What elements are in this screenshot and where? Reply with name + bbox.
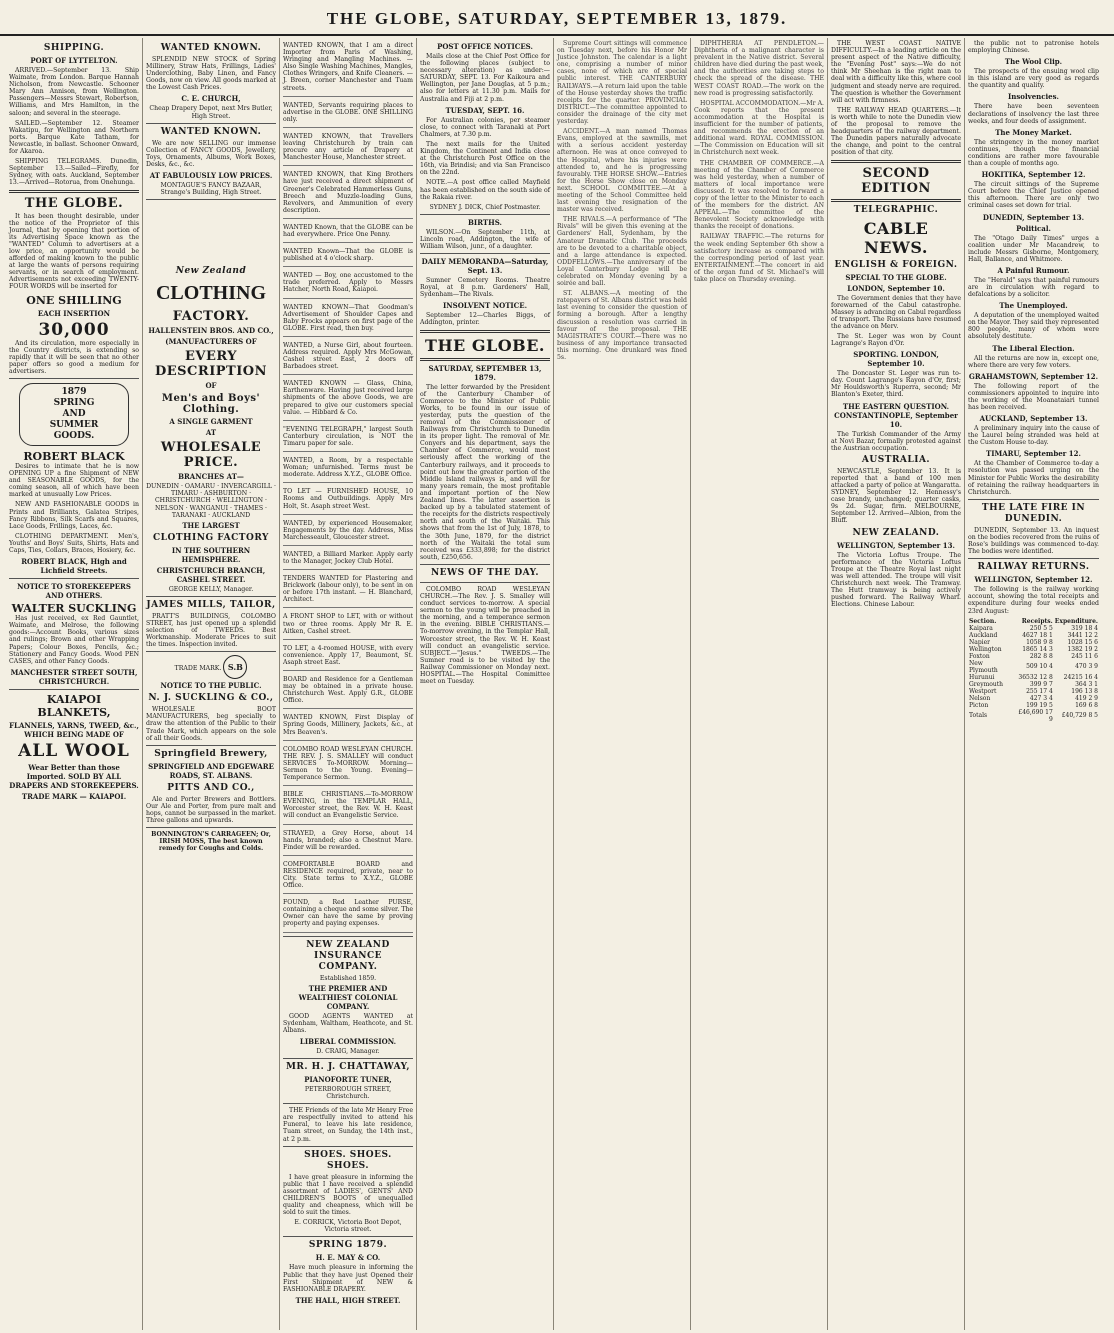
- dateline: SATURDAY, SEPTEMBER 13, 1879.: [428, 363, 542, 382]
- table-row: [968, 688, 1099, 695]
- classified-ad: WANTED KNOWN, that King Brothers have just received a direct shipment of Greener's Celebrated Hammerless Guns, Breech and Muzzle-loading Guns, Revolvers, and Ammunition of every description.: [283, 169, 413, 219]
- table-cell: 3441 12 2: [1067, 631, 1098, 639]
- table-header-row: [968, 618, 1099, 625]
- notice-public: NOTICE TO THE PUBLIC.: [160, 681, 262, 691]
- divider: [420, 358, 550, 361]
- rumour-heading: A Painful Rumour.: [997, 265, 1070, 275]
- classified-ad: WANTED KNOWN, that Travellers leaving Christchurch by train can procure any article of Drapery at Manchester House, Manchester street.: [283, 131, 413, 166]
- divider: [9, 689, 139, 690]
- clothing: CLOTHING: [155, 282, 267, 305]
- table-cell: Wellington: [969, 645, 1002, 653]
- brewery: Springfield Brewery,: [154, 748, 268, 759]
- classified-ad: WANTED KNOWN, First Display of Spring Goods, Millinery, Jackets, &c., at Mrs Beaven's.: [283, 712, 413, 740]
- table-cell: Greymouth: [969, 680, 1004, 688]
- classified-ad: TENDERS WANTED for Plastering and Brickwork (labour only), to be sent in on or before 17th instant. — H. Blanchard, Architect.: [283, 573, 413, 608]
- column-6: [691, 38, 828, 1330]
- classified-ad: FOUND, a Red Leather PURSE, containing a cheque and some silver. The Owner can have the same by proving property and paying expenses.: [283, 897, 413, 932]
- classified-ad: WANTED KNOWN—That Goodman's Advertisement of Shoulder Capes and Baby Frocks appears on first page of the GLOBE. First read, then buy.: [283, 302, 413, 337]
- railway-table: [968, 618, 1099, 723]
- rumour-text: The "Herald" says that painful rumours are in circulation with regard to defalcations by a solicitor.: [968, 276, 1099, 299]
- dunedin-dateline: DUNEDIN, September 13.: [982, 212, 1085, 222]
- divider: [831, 160, 961, 163]
- suckling-text: Has just received, ex Red Gauntlet, Waimate, and Melrose, the following goods:—Account Books, various sizes and rulings; Brown and other Wrapping Papers; Colour Boxes, Pencils, &c.; Stationery and Fancy Goods. Wood PEN CASES, and other Fancy Goods.: [9, 615, 139, 665]
- divider: [146, 745, 276, 746]
- masthead: [0, 0, 1114, 36]
- divider: [420, 582, 550, 583]
- divider: [283, 936, 413, 937]
- insurance-heading: NEW ZEALAND INSURANCE COMPANY.: [306, 939, 390, 972]
- divider: [146, 651, 276, 652]
- table-body: [968, 625, 1099, 723]
- news-paragraph: Supreme Court sittings will commence on Tuesday next, before his Honor Mr Justice Johnston. The calendar is a light one, comprising a number of minor cases, none of which are of special public interest. THE CANTERBURY RAILWAYS.—A return laid upon the table of the House yesterday shows the traffic receipts for the quarter. PROVINCIAL DISTRICT.—The committee appointed to consider the drainage of the city met yesterday.: [557, 40, 687, 126]
- table-row: [968, 639, 1099, 646]
- divider: [283, 1058, 413, 1059]
- shipping-telegrams: SHIPPING TELEGRAMS. Dunedin, September 13.—Sailed—Firefly, for Sydney, with oats. Auckland, September 13.—Arrived—Rotorua, from Onehunga.: [9, 158, 139, 187]
- table-cell: 399 9 7: [1029, 680, 1053, 688]
- table-row: [968, 632, 1099, 639]
- hokitika-text: The circuit sittings of the Supreme Court before the Chief Justice opened this afternoon. There are only two criminal cases set down for trial.: [968, 181, 1099, 210]
- births-text: WILSON.—On September 11th, at Lincoln road, Addington, the wife of William Wilson, junr., of a daughter.: [420, 228, 550, 250]
- mail-text: The next mails for the United Kingdom, the Continent and India close at the Christchurch Post Office on the 16th, via Brindisi; and via San Francisco on the 22nd.: [420, 140, 550, 177]
- table-row: [968, 695, 1099, 702]
- port-heading: PORT OF LYTTELTON.: [30, 56, 118, 65]
- pitts-text: Ale and Porter Brewers and Bottlers. Our Ale and Porter, from pure malt and hops, cannot be surpassed in the market. Three gallons and upwards.: [146, 795, 276, 824]
- auckland-dateline: AUCKLAND, September 13.: [979, 414, 1088, 424]
- news-paragraph: THE WEST COAST NATIVE DIFFICULTY.—In a leading article on the present aspect of the Native difficulty, the "Evening Post" says:—We do not think Mr Sheehan is the right man to deal with a difficulty like this, where cool judgment and steady nerve are required. The question is whether the Government will act with firmness.: [831, 40, 961, 104]
- wool-text: The prospects of the ensuing wool clip in this island are very good as regards the quantity and quality.: [968, 68, 1099, 90]
- brewery-text: SPRINGFIELD AND EDGEWARE ROADS, ST. ALBANS.: [148, 761, 274, 780]
- table-cell: New Plymouth: [969, 659, 998, 674]
- political-heading: Political.: [1016, 223, 1051, 233]
- trade-mark-row: [146, 655, 276, 679]
- table-cell: Westport: [969, 687, 997, 695]
- column-7: [828, 38, 965, 1330]
- james-mills: JAMES MILLS, TAILOR,: [146, 599, 276, 610]
- column-2: [143, 38, 280, 1330]
- table-cell: 255 17 4: [1026, 687, 1053, 695]
- news-text: COLOMBO ROAD WESLEYAN CHURCH.—The Rev. J. S. Smalley will conduct services to-morrow. A special sermon to the young will be preached in the morning, and a temperance sermon in the evening. BIBLE CHRISTIANS.—To-morrow evening, in the Templar Hall, Worcester street, the Rev. W. H. Keast will conduct an evangelistic service. SUBJECT.—"Jesus." TWEEDS.—The Sumner road is to be visited by the Railway Commissioner on Monday next. HOSPITAL.—The Hospital Committee meet on Tuesday.: [420, 585, 550, 686]
- sailed-text: SAILED.—September 12. Steamer Wakatipu, for Wellington and Northern ports. Barque Kate Tatham, for Newcastle, in ballast. Schooner Onward, for Akaroa.: [9, 119, 139, 156]
- news-paragraph: ST. ALBANS.—A meeting of the ratepayers of St. Albans district was held last evening to consider the question of forming a borough. After a lengthy discussion a resolution was carried in favour of the proposal. THE MAGISTRATE'S COURT.—There was no business of any importance transacted this morning. One drunkard was fined 5s.: [557, 290, 687, 362]
- eastern-heading: THE EASTERN QUESTION. CONSTANTINOPLE, September 10.: [834, 401, 958, 429]
- divider: [9, 578, 139, 579]
- liberal: LIBERAL COMMISSION.: [299, 1036, 397, 1046]
- mens-boys: Men's and Boys' Clothing.: [161, 393, 261, 416]
- classified-ad: COMFORTABLE BOARD and RESIDENCE required, private, near to City. State terms to X.Y.Z., GLOBE Office.: [283, 859, 413, 894]
- insolvent-heading: INSOLVENT NOTICE.: [442, 301, 528, 311]
- classified-ad: BOARD and Residence for a Gentleman may be obtained in a private house. Christchurch West. Apply G.R., GLOBE Office.: [283, 674, 413, 709]
- pitts: PITTS AND CO.,: [167, 782, 255, 793]
- shipping-heading: SHIPPING.: [43, 43, 105, 53]
- cable-text: The Turkish Commander of the Army at Novi Bazar, formally protested against the Austrian occupation.: [831, 430, 961, 452]
- shoes-signature: E. CORRICK, Victoria Boot Depot, Victoria street.: [294, 1219, 402, 1234]
- manufacturers: (MANUFACTURERS OF: [165, 337, 257, 347]
- insolvencies-text: There have been seventeen declarations of insolvency the last three weeks, and four deeds of assignment.: [968, 103, 1099, 125]
- table-row: [968, 646, 1099, 653]
- election-heading: The Liberal Election.: [992, 343, 1075, 353]
- shoes-text: I have great pleasure in informing the public that I have received a splendid assortment of LADIES', GENTS' AND CHILDREN'S BOOTS of unequalled quality and cheapness, which will be sold to suit the times.: [283, 1173, 413, 1217]
- table-header-cell: Expenditure.: [1054, 617, 1098, 625]
- table-cell: 24215 16 4: [1063, 673, 1098, 681]
- auckland-text: A preliminary inquiry into the cause of the Laurel being stranded was held at the Custom House to-day.: [968, 425, 1099, 447]
- table-header-cell: Receipts.: [1021, 617, 1053, 625]
- every-description: EVERY DESCRIPTION: [154, 349, 268, 380]
- second-edition: SECOND EDITION: [861, 165, 931, 196]
- table-row: [968, 709, 1099, 723]
- table-cell: £46,690 17 9: [1018, 708, 1053, 723]
- table-cell: Kaipara: [969, 624, 993, 632]
- church-name: C. E. CHURCH,: [181, 94, 241, 104]
- table-cell: 1865 14 3: [1022, 645, 1053, 653]
- columns: [6, 38, 1108, 1330]
- classified-ad: TO LET, a 4-roomed HOUSE, with every convenience. Apply 17, Beaumont, St. Asaph street East.: [283, 643, 413, 671]
- table-cell: 319 18 4: [1071, 624, 1098, 632]
- wanted2-heading: WANTED KNOWN.: [160, 126, 262, 137]
- bazaar: MONTAGUE'S FANCY BAZAAR, Strange's Building, High Street.: [160, 182, 262, 197]
- nz-line: New Zealand: [175, 266, 247, 277]
- wanted-heading: WANTED KNOWN.: [160, 43, 262, 53]
- news-paragraph: THE RAILWAY HEAD QUARTERS.—It is worth while to note the Dunedin view of the proposal to remove the headquarters of the railway department. The Dunedin papers naturally advocate the change, and point to the central position of that city.: [831, 106, 961, 157]
- classified-ad: WANTED, a Room, by a respectable Woman; unfurnished. Terms must be moderate. Address X.Y.Z., GLOBE Office.: [283, 455, 413, 483]
- table-cell: Napier: [969, 638, 991, 646]
- table-cell: Picton: [969, 701, 989, 709]
- wanted-text: SPLENDID NEW STOCK of Spring Millinery, Straw Hats, Frillings, Ladies' Underclothing, Baby Linen, and Fancy Goods, now on view. All goods marked at the Lowest Cash Prices.: [146, 56, 276, 92]
- table-row: [968, 674, 1099, 681]
- divider: [831, 199, 961, 202]
- spring-year: 1879: [61, 387, 87, 397]
- railway-text: The following is the railway working account, showing the total receipts and expenditure during four weeks ended 23rd August:: [968, 586, 1099, 615]
- port-text: ARRIVED.—September 13. Ship Waimate, from London. Barque Hannah Nicholson, from Newcastle. Schooner Mary Ann Annison, from Wellington. Passengers—Messrs Stewart, Robertson, Williams, and Mrs Hamilton, in the saloon; and several in the steerage.: [9, 67, 139, 117]
- single-garment: A SINGLE GARMENT: [169, 417, 253, 427]
- insolvent-text: September 12—Charles Biggs, of Addington, printer.: [420, 312, 550, 327]
- classified-ad: COLOMBO ROAD WESLEYAN CHURCH. THE REV. J. S. SMALLEY will conduct SERVICES To-MORROW. Morning—Sermon to the Young. Evening—Temperance Sermon.: [283, 744, 413, 786]
- table-cell: 4627 18 1: [1022, 631, 1053, 639]
- table-cell: 282 8 8: [1029, 652, 1053, 660]
- news-paragraph: ACCIDENT.—A man named Thomas Evans, employed at the sawmills, met with a serious accident yesterday afternoon. He was at once conveyed to the Hospital, where his injuries were attended to, and he is progressing favourably. THE HORSE SHOW.—Entries for the Horse Show close on Monday next. SCHOOL COMMITTEE.—At a meeting of the School Committee held last evening the resignation of the master was received.: [557, 128, 687, 214]
- leader-text: The letter forwarded by the President of the Canterbury Chamber of Commerce to the Minister of Public Works, to be found in our issue of yesterday, puts the question of the removal of the Commissioner of Railways from Christchurch to Dunedin in its proper light. The removal of Mr. Conyers and his department, says the Chamber of Commerce, would most seriously affect the working of the Canterbury railways, and it proceeds to point out how the greater portion of the Middle Island railways is, and will for many years remain, the most profitable and important portion of the New Zealand lines. The latter assertion is backed up by a tabulated statement of the receipts for the districts respectively north and south of the Waitaki. This shows that from the 1st of July, 1878, to the 30th June, 1879, for the district north of the Waitaki the total sum received was £333,898; for the district south, £250,656.: [420, 383, 550, 561]
- memo-heading: DAILY MEMORANDA—Saturday, Sept. 13.: [421, 257, 549, 276]
- established: Established 1859.: [319, 974, 377, 982]
- table-cell: 199 19 5: [1026, 701, 1053, 709]
- chattaway-address: PETERBOROUGH STREET, Christchurch.: [304, 1086, 392, 1101]
- classified-ad: A FRONT SHOP to LET, with or without two or three rooms. Apply Mr R. E. Aitken, Cashel street.: [283, 611, 413, 639]
- table-cell: 364 3 1: [1075, 680, 1098, 688]
- spring-1879: SPRING 1879.: [308, 1240, 388, 1251]
- divider: [146, 827, 276, 828]
- table-cell: Auckland: [969, 631, 998, 639]
- news-paragraph: the public not to patronise hotels employing Chinese.: [968, 40, 1099, 55]
- hokitika-dateline: HOKITIKA, September 12.: [981, 170, 1086, 180]
- table-cell: 169 6 8: [1075, 701, 1098, 709]
- column-5: [554, 38, 691, 1330]
- robert-black-address: ROBERT BLACK, High and Lichfield Streets.: [21, 557, 127, 576]
- divider: [968, 499, 1099, 500]
- largest: THE LARGEST: [182, 520, 240, 530]
- branch-towns: DUNEDIN · OAMARU · INVERCARGILL · TIMARU · ASHBURTON · CHRISTCHURCH · WELLINGTON · NELSON · WANGANUI · THAMES · TARANAKI · AUCKLAND: [146, 483, 276, 519]
- table-cell: 419 2 9: [1075, 694, 1098, 702]
- election-text: All the returns are now in, except one, where there are very few voters.: [968, 354, 1099, 369]
- unemployed-heading: The Unemployed.: [999, 301, 1068, 311]
- column-1: [6, 38, 143, 1330]
- insolvencies-heading: Insolvencies.: [1008, 92, 1059, 102]
- divider: [420, 564, 550, 565]
- sb-trade-mark-icon: S.B: [223, 655, 247, 679]
- unemployed-text: A deputation of the unemployed waited on the Mayor. They said they represented 800 people, many of whom were absolutely destitute.: [968, 312, 1099, 341]
- births-heading: BIRTHS.: [468, 217, 502, 227]
- manager: GEORGE KELLY, Manager.: [168, 585, 254, 593]
- bonnington: BONNINGTON'S CARRAGEEN; Or, IRISH MOSS, The best known remedy for Coughs and Colds.: [151, 831, 271, 853]
- each-insertion: EACH INSERTION: [37, 308, 111, 318]
- chattaway-heading: MR. H. J. CHATTAWAY,: [285, 1062, 411, 1072]
- tuesday-text: For Australian colonies, per steamer close, to connect with Taranaki at Port Chalmers, at 7.30 p.m.: [420, 116, 550, 138]
- wholesale-price: WHOLESALE PRICE.: [160, 440, 262, 471]
- divider: [146, 596, 276, 597]
- kaiapoi-text: FLANNELS, YARNS, TWEED, &c., WHICH BEING MADE OF: [9, 720, 139, 739]
- branches: BRANCHES AT—: [178, 472, 244, 482]
- classified-ad: WANTED KNOWN — Glass, China, Earthenware. Having just received large shipments of the above Goods, we are prepared to give our customers special value. — Hibbard & Co.: [283, 378, 413, 420]
- classified-ad: WANTED, by experienced Housemaker, Engagements by the day. Address, Miss Marchesseault, Gloucester street.: [283, 518, 413, 546]
- table-cell: Hurunui: [969, 673, 995, 681]
- timaru-text: At the Chamber of Commerce to-day a resolution was passed urging on the Minister for Public Works the desirability of retaining the railway headquarters in Christchurch.: [968, 460, 1099, 496]
- classified-list: [283, 40, 413, 933]
- news-paragraph: THE CHAMBER OF COMMERCE.—A meeting of the Chamber of Commerce was held yesterday, when a number of matters of local importance were discussed. It was resolved to forward a copy of the letter to the Minister to each of the members for the district. AN APPEAL.—The committee of the Benevolent Society acknowledge with thanks the receipt of donations.: [694, 159, 824, 231]
- table-cell: 470 3 9: [1075, 663, 1098, 671]
- circulation-number: 30,000: [38, 319, 110, 340]
- money-text: NOTE.—A post office called Mayfield has been established on the south side of the Rakaia river.: [420, 179, 550, 201]
- australia-text: NEWCASTLE, September 13. It is reported that a band of 100 men attacked a party of police at Wangaratta. SYDNEY, September 12. Hennessy's case brandy, unchanged; quarter casks, 9s 2d. Sugar, firm. MELBOURNE, September 12. Arrived—Albion, from the Bluff.: [831, 467, 961, 525]
- classified-ad: WANTED, a Billiard Marker. Apply early to the Manager, Jockey Club Hotel.: [283, 549, 413, 570]
- divider: [420, 330, 550, 333]
- funeral-notice: THE Friends of the late Mr Henry Free are respectfully invited to attend his Funeral, to leave his late residence, Tuam street, on Sunday, the 14th inst., at 2 p.m.: [283, 1107, 413, 1143]
- may-heading: H. E. MAY & CO.: [315, 1253, 381, 1263]
- table-cell: Nelson: [969, 694, 991, 702]
- news-paragraph: RAILWAY TRAFFIC.—The returns for the week ending September 6th show a satisfactory increase as compared with the corresponding period of last year. ENTERTAINMENT.—The concert in aid of the organ fund of St. Michael's will take place on Thursday evening.: [694, 233, 824, 283]
- circulation-text: And its circulation, more especially in the Country districts, is extending so rapidly that it will be seen that no other paper offers so good a medium for advertisers.: [9, 339, 139, 375]
- trade-mark-label: TRADE MARK.: [174, 665, 222, 673]
- special: SPECIAL TO THE GLOBE.: [845, 272, 947, 282]
- at: AT: [205, 428, 217, 438]
- memo-text: Sumner Cemetery Rooms. Theatre Royal, at 8 p.m. Gardeners' Hall, Sydenham—The Rivals.: [420, 277, 550, 299]
- suckling-footer: MANCHESTER STREET SOUTH, CHRISTCHURCH.: [10, 667, 138, 686]
- notice-heading: NOTICE TO STOREKEEPERS AND OTHERS.: [17, 582, 131, 601]
- divider: [146, 123, 276, 124]
- globe-notice: It has been thought desirable, under the notice of the Proprietor of this Journal, that by opening that portion of its Advertising Space known as the "WANTED" Column to advertisers at a low price, an opportunity would be afforded of making known to the public at large the wants of persons requiring servants, or in search of employment. Advertisements not exceeding TWENTY-FOUR WORDS will be inserted for: [9, 212, 139, 291]
- table-cell: 196 13 8: [1071, 687, 1098, 695]
- railway-heading: RAILWAY RETURNS.: [977, 562, 1090, 573]
- premier-heading: THE PREMIER AND WEALTHIEST COLONIAL COMPANY.: [298, 983, 398, 1011]
- southern: IN THE SOUTHERN HEMISPHERE.: [171, 545, 251, 564]
- insurance-manager: D. CRAIG, Manager.: [316, 1047, 380, 1055]
- fire-heading: THE LATE FIRE IN DUNEDIN.: [981, 502, 1086, 524]
- james-mills-text: PRATT'S BUILDINGS, COLOMBO STREET, has just opened up a splendid selection of TWEEDS. Best Workmanship. Moderate Prices to suit the times. Inspection invited.: [146, 612, 276, 649]
- nz-subheading: WELLINGTON, September 13.: [837, 540, 955, 550]
- post-heading: POST OFFICE NOTICES.: [437, 42, 533, 51]
- divider: [9, 378, 139, 379]
- clothing-factory: CLOTHING FACTORY: [153, 532, 269, 543]
- divider: [968, 558, 1099, 559]
- classified-ad: BIBLE CHRISTIANS.—To-MORROW EVENING, in the TEMPLAR HALL, Worcester street, the Rev. W. H. Keast will conduct an Evangelistic Service.: [283, 789, 413, 824]
- divider: [9, 190, 139, 193]
- masthead-title: THE GLOBE, SATURDAY, SEPTEMBER 13, 1879.: [326, 9, 788, 28]
- cable-text: The Government denies that they have forewarned of the Cabul catastrophe. Massey is advancing on Cabul regardless of transport. The Russians have resumed the advance on Merv.: [831, 294, 961, 330]
- divider: [420, 214, 550, 215]
- railway-subheading: WELLINGTON, September 12.: [974, 575, 1093, 585]
- globe-title: THE GLOBE.: [425, 335, 545, 355]
- australia-heading: AUSTRALIA.: [861, 454, 931, 465]
- table-row: [968, 681, 1099, 688]
- news-heading: NEWS OF THE DAY.: [430, 567, 540, 578]
- grahamstown-text: The following report of the commissioners appointed to inquire into the working of the Moanataiari tunnel has been received.: [968, 382, 1099, 411]
- telegraphic: TELEGRAPHIC.: [853, 204, 939, 215]
- column-3: [280, 38, 417, 1330]
- money-text: The stringency in the money market continues, though the financial conditions are rather more favourable than a couple of months ago.: [968, 138, 1099, 168]
- kaiapoi-heading: KAIAPOI BLANKETS,: [37, 692, 111, 719]
- hallenstein: HALLENSTEIN BROS. AND CO.,: [148, 326, 274, 336]
- nz-heading: NEW ZEALAND.: [852, 527, 940, 538]
- divider: [283, 1146, 413, 1147]
- spacer: [146, 203, 276, 263]
- globe-heading: THE GLOBE.: [24, 195, 124, 211]
- classified-ad: WANTED, a Nurse Girl, about fourteen. Address required. Apply Mrs McGowan, Cashel street East, 2 doors off Barbadoes street.: [283, 340, 413, 375]
- postmaster-signature: SYDNEY J. DICK, Chief Postmaster.: [429, 203, 541, 211]
- table-cell: 36532 12 8: [1018, 673, 1053, 681]
- political-text: The "Otago Daily Times" urges a coalition under Mr Macandrew, to include Messrs Gisborne, Montgomery, Hall, Ballance, and Whitmore.: [968, 234, 1099, 263]
- fire-text: DUNEDIN, September 13. An inquest on the bodies recovered from the ruins of Rose's buildings was commenced to-day. The bodies were identified.: [968, 526, 1099, 556]
- column-8: [965, 38, 1102, 1330]
- column-4: [417, 38, 554, 1330]
- suckling-heading: WALTER SUCKLING: [11, 602, 137, 616]
- kaiapoi-trade-mark: TRADE MARK — KAIAPOI.: [21, 791, 127, 801]
- money-heading: The Money Market.: [995, 127, 1072, 137]
- spring-line1: SPRING: [53, 398, 95, 408]
- tuesday-heading: TUESDAY, SEPT. 16.: [445, 105, 525, 115]
- table-header-cell: Section.: [969, 617, 997, 625]
- post-text: Mails close at the Chief Post Office for the following places (subject to necessary alteration) as under:— SATURDAY, SEPT. 13. For Kaikoura and Wellington, per Jane Douglas, at 5 p.m.; also for letters at 11.30 p.m. Mails for Australia and Fiji at 2 p.m.: [420, 53, 550, 103]
- premier-text: GOOD AGENTS WANTED at Sydenham, Waltham, Heathcote, and St. Albans.: [283, 1012, 413, 1034]
- kaiapoi-footer: Wear Better than those Imported. SOLD BY ALL DRAPERS AND STOREKEEPERS.: [9, 762, 139, 790]
- divider: [420, 253, 550, 254]
- timaru-dateline: TIMARU, September 12.: [986, 449, 1081, 459]
- divider: [283, 1103, 413, 1104]
- divider: [283, 1236, 413, 1237]
- of: OF: [205, 381, 217, 391]
- cable-text: The Doncaster St. Leger was run to-day. Count Lagrange's Rayon d'Or, first; Mr Houldsworth's Ruperra, second; Mr Blanton's Exeter, third.: [831, 370, 961, 399]
- classified-ad: WANTED KNOWN, that I am a direct Importer from Paris of Washing, Wringing and Mangling Machines. — Also Single Washing Machines, Mangles, Clothes Wringers, and Knife Cleaners. — J. Breen, corner Manchester and Tuam streets.: [283, 40, 413, 97]
- wanted2-text: We are now SELLING our immense Collection of FANCY GOODS, Jewellery, Toys, Ornaments, Albums, Work Boxes, Desks, &c., &c.: [146, 139, 276, 168]
- table-row: [968, 653, 1099, 660]
- classified-ad: STRAYED, a Grey Horse, about 14 hands, branded; also a Chestnut Mare. Finder will be rewarded.: [283, 828, 413, 856]
- cable-text: The St. Leger was won by Count Lagrange's Rayon d'Or.: [831, 332, 961, 348]
- hall: THE HALL, HIGH STREET.: [295, 1295, 401, 1305]
- table-cell: 1058 9 8: [1026, 638, 1053, 646]
- classified-ad: WANTED, Servants requiring places to advertise in the GLOBE. ONE SHILLING only.: [283, 100, 413, 128]
- spring-summer-badge: [19, 383, 129, 446]
- robert-black-text: Desires to intimate that he is now OPENING UP a fine Shipment of NEW and SEASONABLE GOODS, for the coming season, all of which have been marked at unusually Low Prices.: [9, 463, 139, 499]
- grahamstown-dateline: GRAHAMSTOWN, September 12.: [968, 371, 1099, 381]
- english-foreign: ENGLISH & FOREIGN.: [834, 259, 958, 270]
- branch-address: CHRISTCHURCH BRANCH, CASHEL STREET.: [156, 565, 266, 584]
- robert-black-list: NEW AND FASHIONABLE GOODS in Prints and Brilliants, Galatea Stripes, Fancy Ribbons, Silk Scarfs and Squares, Lace Goods, Frillings, Laces, &c.: [9, 501, 139, 530]
- classified-ad: TO LET — FURNISHED HOUSE, 10 Rooms and Outbuildings. Apply Mrs Holt, St. Asaph street West.: [283, 486, 413, 514]
- table-cell: 250 5 5: [1029, 624, 1053, 632]
- table-cell: 1382 19 2: [1067, 645, 1098, 653]
- suckling-co-text: WHOLESALE BOOT MANUFACTURERS, beg specially to draw the attention of the Public to their Trade Mark, which appears on the sole of all their Goods.: [146, 706, 276, 742]
- news-paragraph: THE RIVALS.—A performance of "The Rivals" will be given this evening at the Gardeners' Hall, Sydenham, by the Amateur Dramatic Club. The proceeds are to be devoted to a charitable object, and a large attendance is expected. ODDFELLOWS.—The anniversary of the Loyal Canterbury Lodge will be celebrated on Monday evening by a soirée and ball.: [557, 216, 687, 288]
- classified-ad: WANTED — Boy, one accustomed to the trade preferred. Apply to Messrs Hatcher, North Road, Kaiapoi.: [283, 270, 413, 298]
- wool-heading: The Wool Clip.: [1004, 57, 1063, 67]
- classified-ad: "EVENING TELEGRAPH," largest South Canterbury circulation, is NOT the Timaru paper for sale.: [283, 424, 413, 452]
- table-cell: Foxton: [969, 652, 990, 660]
- table-row: [968, 702, 1099, 709]
- robert-black-heading: ROBERT BLACK: [23, 450, 125, 463]
- church-text: Cheap Drapery Depot, next Mrs Butler, High Street.: [149, 105, 273, 120]
- spring-line4: GOODS.: [53, 431, 95, 441]
- news-paragraph: DIPHTHERIA AT PENDLETON.—Diphtheria of a malignant character is prevalent in the Native district. Several children have died during the past week, and the authorities are taking steps to check the spread of the disease. THE WEST COAST ROAD.—The work on the new road is progressing satisfactorily.: [694, 40, 824, 97]
- classified-ad: WANTED Known, that the GLOBE can be had everywhere. Price One Penny.: [283, 222, 413, 243]
- table-row: [968, 660, 1099, 674]
- spring-line2: AND: [62, 409, 86, 419]
- table-cell: 1028 15 6: [1067, 638, 1098, 646]
- one-shilling: ONE SHILLING: [26, 293, 122, 307]
- all-wool: ALL WOOL: [18, 740, 130, 761]
- cable-news: CABLE NEWS.: [863, 218, 929, 257]
- fabulous: AT FABULOUSLY LOW PRICES.: [149, 171, 273, 181]
- table-cell: 245 11 6: [1071, 652, 1098, 660]
- may-text: Have much pleasure in informing the Public that they have just Opened their First Shipment of NEW & FASHIONABLE DRAPERY.: [283, 1264, 413, 1293]
- chattaway-sub: PIANOFORTE TUNER,: [304, 1075, 392, 1084]
- robert-black-clothing: CLOTHING DEPARTMENT. Men's, Youths' and Boys' Suits, Shirts, Hats and Caps, Ties, Collars, Braces, Hosiery, &c.: [9, 532, 139, 555]
- news-paragraph: HOSPITAL ACCOMMODATION.—Mr A. Cook reports that the present accommodation at the Hospital is insufficient for the number of patients, and recommends the erection of an additional ward. ROYAL COMMISSION.—The Commission on Education will sit in Christchurch next week.: [694, 99, 825, 157]
- shoes-heading: SHOES. SHOES. SHOES.: [304, 1149, 392, 1171]
- table-cell: £40,729 8 5: [1061, 712, 1098, 720]
- london-dateline: LONDON, September 10.: [847, 283, 945, 293]
- classified-ad: WANTED Known—That the GLOBE is published at 4 o'clock sharp.: [283, 246, 413, 267]
- table-cell: 509 10 4: [1026, 663, 1053, 671]
- table-cell: 427 3 4: [1029, 694, 1053, 702]
- factory: FACTORY.: [172, 309, 250, 325]
- spring-line3: SUMMER: [49, 420, 99, 430]
- nz-text: The Victoria Loftus Troupe. The performance of the Victoria Loftus Troupe at the Theatre Royal last night was well attended. The troupe will visit Christchurch next week. The Tramway. The Hutt tramway is being actively pushed forward. The Railway Wharf. Elections. Chinese Labour.: [831, 551, 961, 609]
- divider: [146, 199, 276, 200]
- table-cell: Totals: [969, 712, 988, 720]
- table-row: [968, 625, 1099, 632]
- sporting-heading: SPORTING. LONDON, September 10.: [853, 350, 939, 369]
- suckling-co: N. J. SUCKLING & CO.,: [148, 693, 274, 704]
